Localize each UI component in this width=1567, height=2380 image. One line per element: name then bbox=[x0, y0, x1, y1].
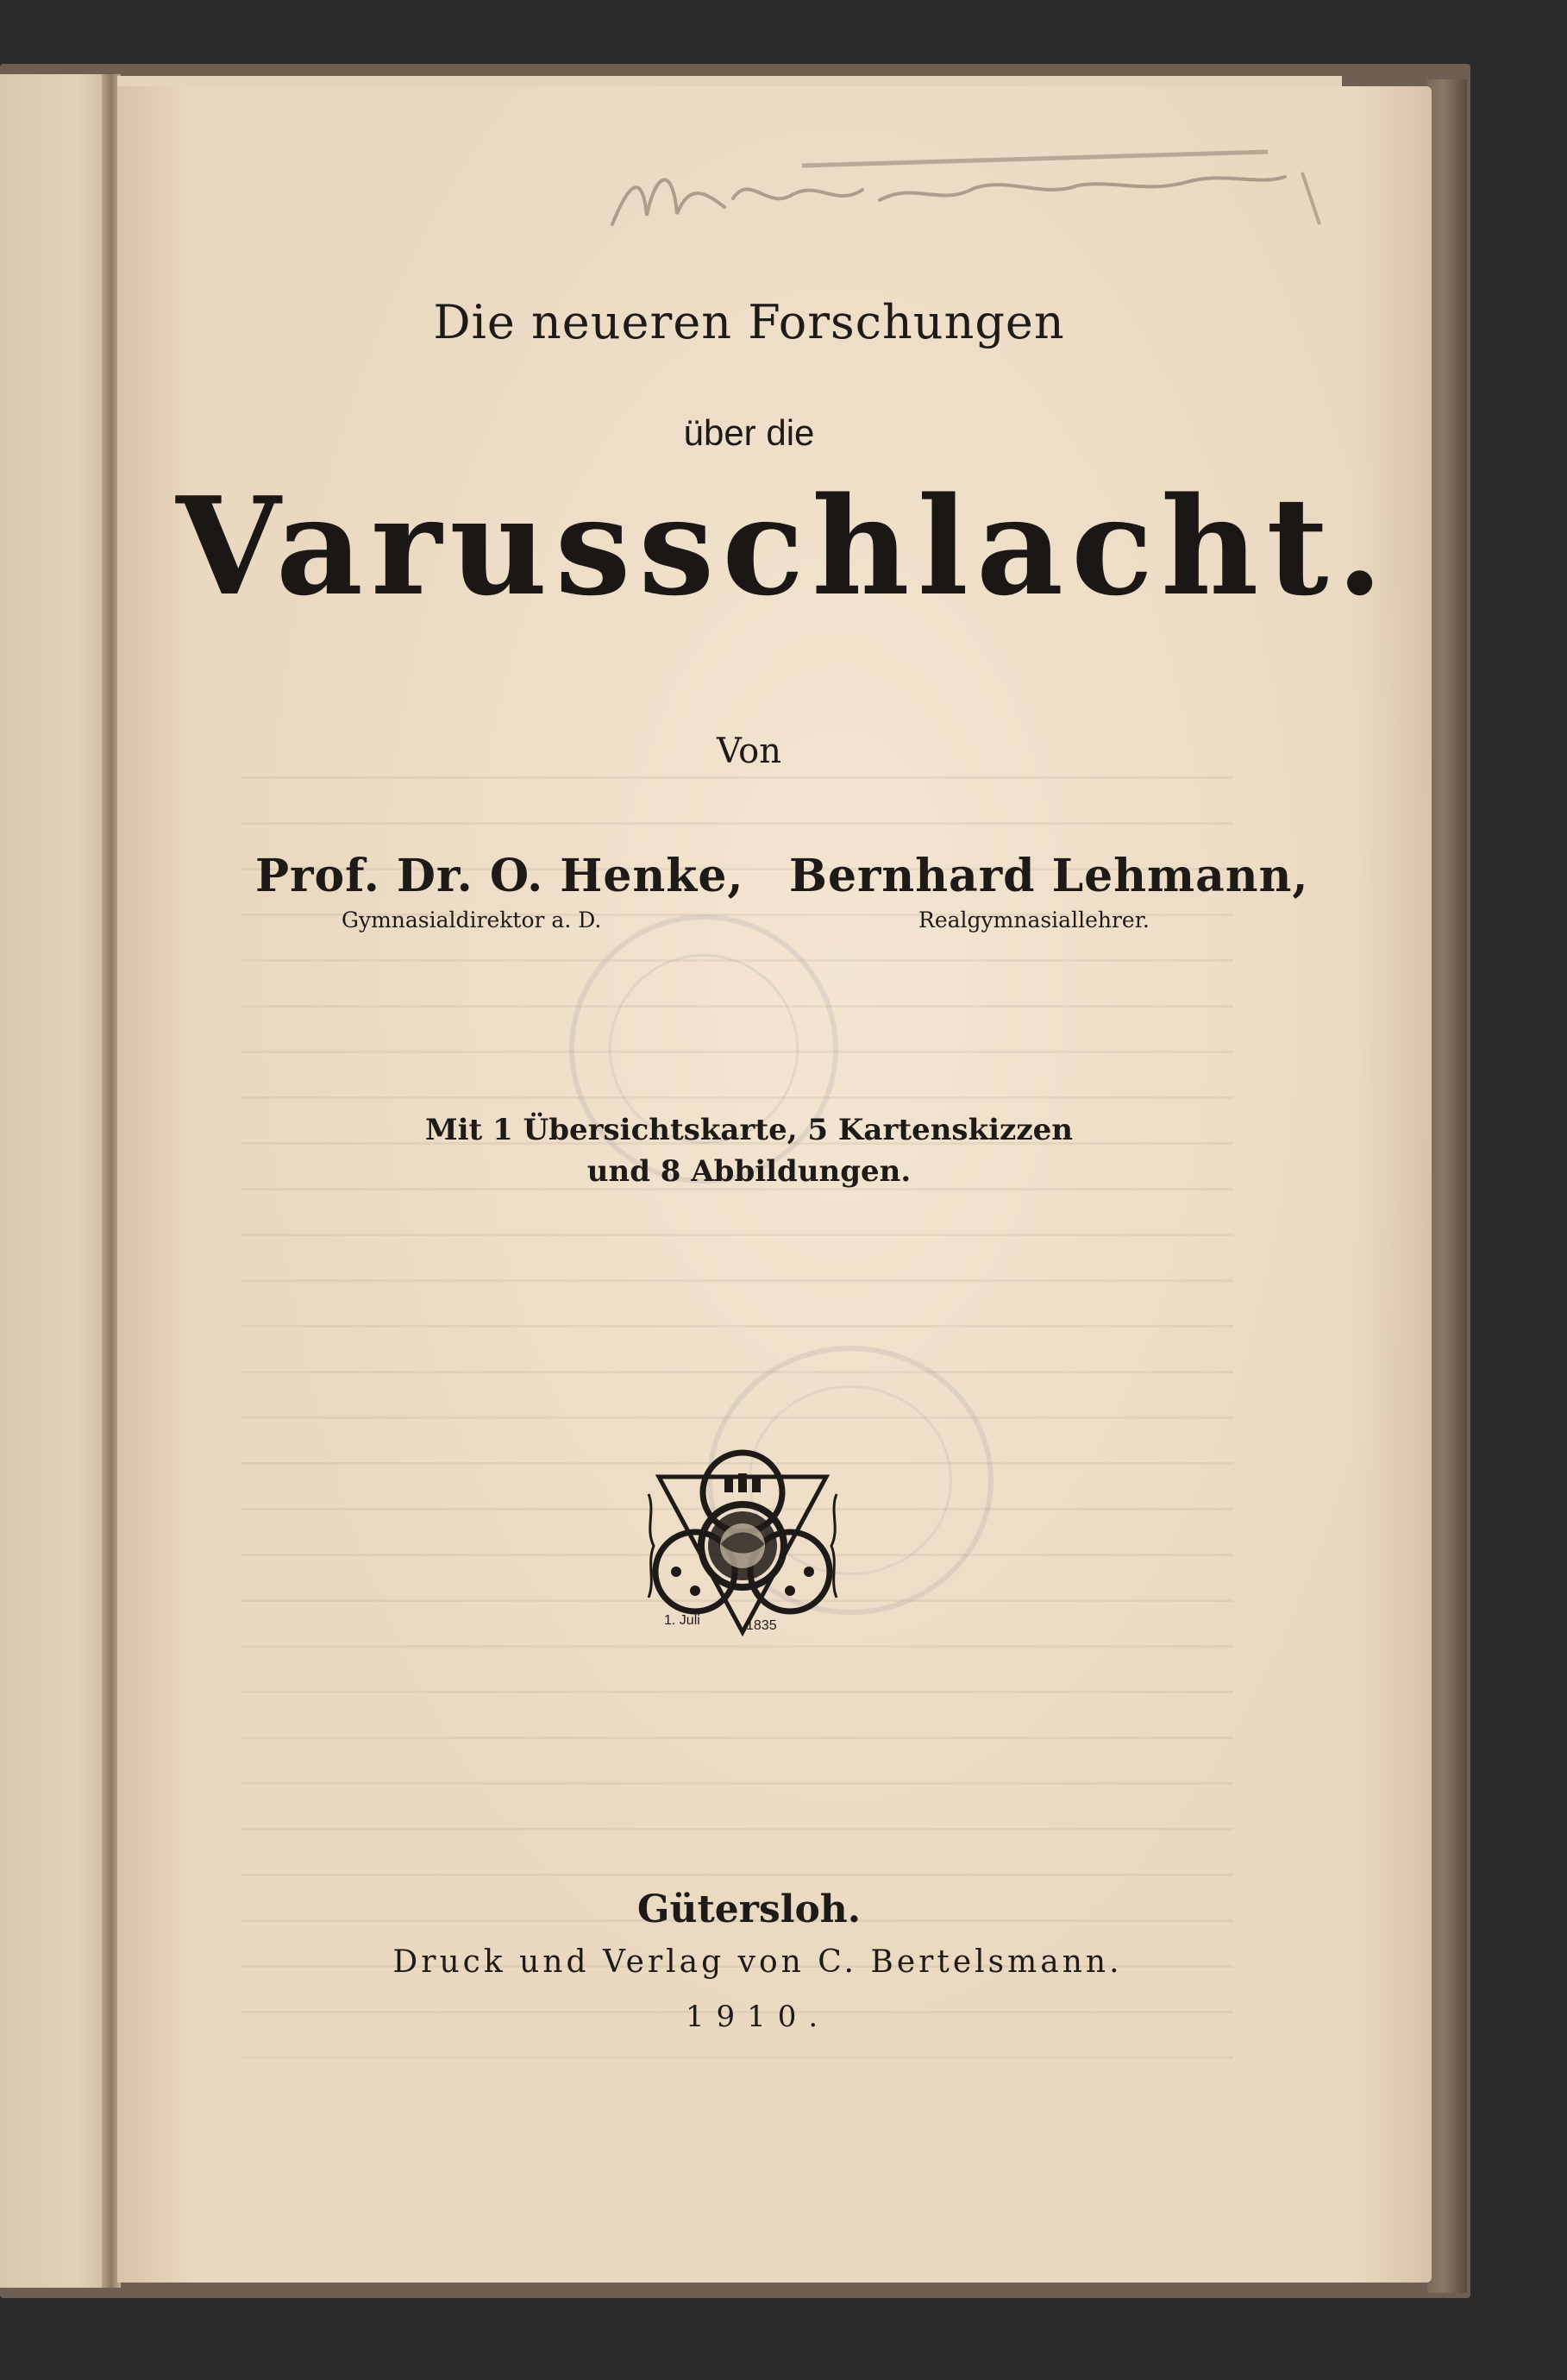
main-title: Varusschlacht. bbox=[176, 468, 1391, 625]
author-name: Prof. Dr. O. Henke, bbox=[255, 850, 744, 902]
title-line-2: über die bbox=[683, 412, 815, 453]
illustrations-line-1: Mit 1 Übersichtskarte, 5 Kartenskizzen bbox=[424, 1113, 1074, 1147]
emblem-year-label: 1835 bbox=[746, 1618, 777, 1633]
author-henke bbox=[255, 850, 744, 933]
author-role: Gymnasialdirektor a. D. bbox=[342, 907, 602, 933]
publisher-line: Druck und Verlag von C. Bertelsmann. bbox=[392, 1944, 1123, 1980]
illustrations-line-2: und 8 Abbildungen. bbox=[586, 1154, 912, 1189]
publication-place: Gütersloh. bbox=[636, 1887, 862, 1931]
emblem-date-label: 1. Juli bbox=[664, 1613, 700, 1628]
publication-year: 1910. bbox=[685, 2000, 831, 2034]
author-lehmann bbox=[789, 850, 1309, 933]
by-line: Von bbox=[716, 732, 782, 771]
author-name: Bernhard Lehmann, bbox=[789, 850, 1309, 902]
title-line-1: Die neueren Forschungen bbox=[433, 295, 1065, 349]
author-role: Realgymnasiallehrer. bbox=[918, 907, 1150, 933]
